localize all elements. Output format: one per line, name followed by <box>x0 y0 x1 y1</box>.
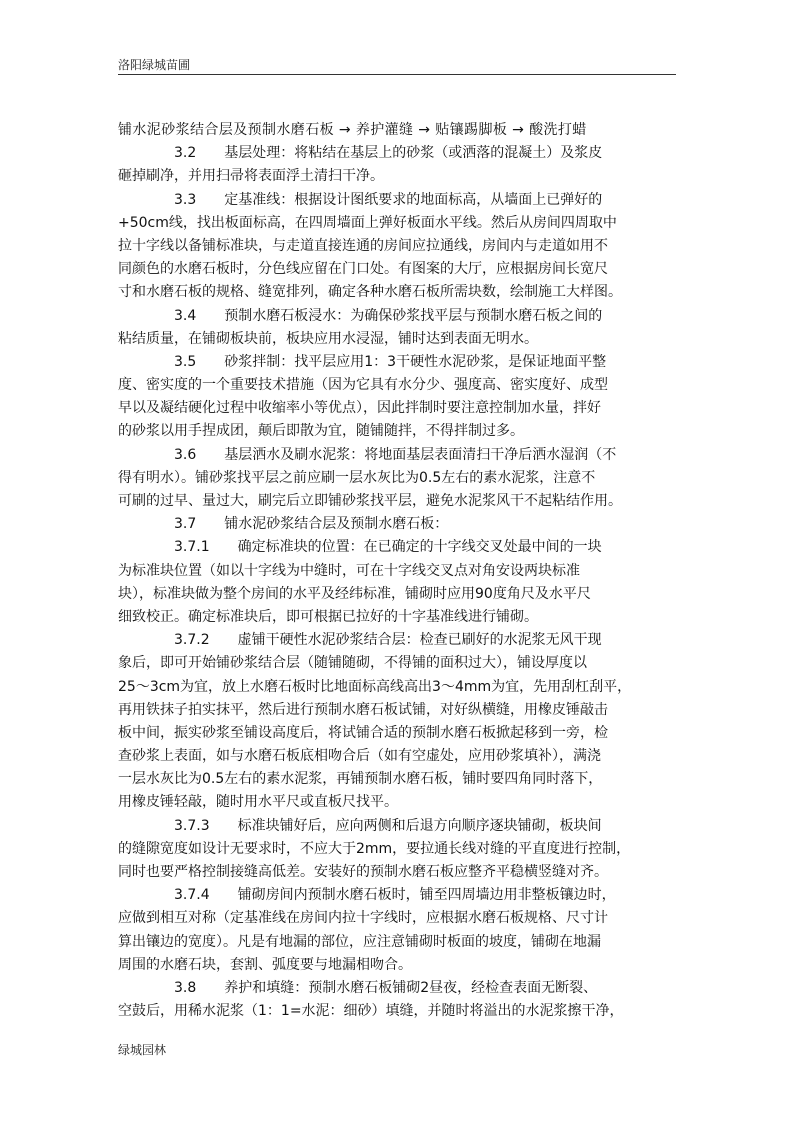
body-text-line: 算出镶边的宽度）。凡是有地漏的部位，应注意铺砌时板面的坡度，铺砌在地漏 <box>118 933 601 950</box>
body-text-line: 同时也要严格控制接缝高低差。安装好的预制水磨石板应整齐平稳横竖缝对齐。 <box>118 864 608 880</box>
body-text-line: 粘结质量，在铺砌板块前，板块应用水浸湿，铺时达到表面无明水。 <box>118 330 538 347</box>
body-text-line: 象后，即可开始铺砂浆结合层（随铺随砌，不得铺的面积过大），铺设厚度以 <box>118 655 587 672</box>
body-text-line: 空鼓后，用稀水泥浆（1：1=水泥：细砂）填缝，并随时将溢出的水泥浆擦干净， <box>118 1003 624 1020</box>
body-text-line: 3.7 铺水泥砂浆结合层及预制水磨石板： <box>118 516 449 533</box>
body-text-line: 3.7.4 铺砌房间内预制水磨石板时，铺至四周墙边用非整板镶边时， <box>118 887 616 904</box>
body-text-line: 一层水灰比为0.5左右的素水泥浆，再铺预制水磨石板，铺时要四角同时落下， <box>118 771 603 788</box>
body-text-line: 3.7.2 虚铺干硬性水泥砂浆结合层：检查已刷好的水泥浆无风干现 <box>118 632 602 649</box>
body-text-line: 块），标准块做为整个房间的水平及经纬标准，铺砌时应用90度角尺及水平尺 <box>118 585 591 602</box>
body-text-line: 周围的水磨石块，套割、弧度要与地漏相吻合。 <box>118 956 412 973</box>
body-text-line: 3.3 定基准线：根据设计图纸要求的地面标高，从墙面上已弹好的 <box>118 191 603 208</box>
body-text-line: 为标准块位置（如以十字线为中缝时，可在十字线交叉点对角安设两块标准 <box>118 562 580 579</box>
body-text-line: 查砂浆上表面，如与水磨石板底相吻合后（如有空虚处，应用砂浆填补），满浇 <box>118 748 601 765</box>
body-text-line: 用橡皮锤轻敲，随时用水平尺或直板尺找平。 <box>118 794 398 811</box>
body-text-line: 3.4 预制水磨石板浸水：为确保砂浆找平层与预制水磨石板之间的 <box>118 307 603 324</box>
body-text-line: 细致校正。确定标准块后，即可根据已拉好的十字基准线进行铺砌。 <box>118 608 538 625</box>
body-text-line: 砸掉刷净，并用扫帚将表面浮土清扫干净。 <box>118 168 384 185</box>
body-text-line: 3.7.1 确定标准块的位置：在已确定的十字线交叉处最中间的一块 <box>118 539 602 556</box>
body-text-line: 度、密实度的一个重要技术措施（因为它具有水分少、强度高、密实度好、成型 <box>118 377 608 394</box>
body-text-line: 的缝隙宽度如设计无要求时，不应大于2mm，要拉通长线对缝的平直度进行控制， <box>118 840 631 857</box>
body-text-line: 应做到相互对称（定基准线在房间内拉十字线时，应根据水磨石板规格、尺寸计 <box>118 910 608 927</box>
body-text-line: 寸和水磨石板的规格、缝宽排列，确定各种水磨石板所需块数，绘制施工大样图。 <box>118 284 622 301</box>
body-text-line: 再用铁抹子拍实抹平，然后进行预制水磨石板试铺，对好纵横缝，用橡皮锤敲击 <box>118 701 608 718</box>
body-text-line: 早以及凝结硬化过程中收缩率小等优点），因此拌制时要注意控制加水量，拌好 <box>118 400 601 417</box>
body-text-line: 3.2 基层处理：将粘结在基层上的砂浆（或洒落的混凝土）及浆皮 <box>118 145 603 162</box>
page-header: 洛阳绿城苗圃 <box>118 58 191 72</box>
body-text-line: 3.7.3 标准块铺好后，应向两侧和后退方向顺序逐块铺砌，板块间 <box>118 817 602 834</box>
document-body <box>118 119 676 1023</box>
process-flow-line: 铺水泥砂浆结合层及预制水磨石板 → 养护灌缝 → 贴镶踢脚板 → 酸洗打蜡 <box>118 122 587 138</box>
body-text-line: 得有明水）。铺砂浆找平层之前应刷一层水灰比为0.5左右的素水泥浆，注意不 <box>118 469 596 486</box>
body-text-line: 3.5 砂浆拌制：找平层应用1：3干硬性水泥砂浆，是保证地面平整 <box>118 353 607 370</box>
body-text-line: 3.8 养护和填缝：预制水磨石板铺砌2昼夜，经检查表面无断裂、 <box>118 979 598 996</box>
body-text-line: 25～3cm为宜，放上水磨石板时比地面标高线高出3～4mm为宜，先用刮杠刮平， <box>118 678 632 695</box>
header-rule <box>118 74 676 75</box>
body-text-line: 的砂浆以用手捏成团，颠后即散为宜，随铺随拌，不得拌制过多。 <box>118 423 524 440</box>
body-text-line: +50cm线，找出板面标高，在四周墙面上弹好板面水平线。然后从房间四周取中 <box>118 214 617 231</box>
body-text-line: 可刷的过早、量过大，刷完后立即铺砂浆找平层，避免水泥浆风干不起粘结作用。 <box>118 493 622 509</box>
body-text-line: 同颜色的水磨石板时，分色线应留在门口处。有图案的大厅，应根据房间长宽尺 <box>118 261 608 278</box>
page-footer: 绿城园林 <box>118 1043 167 1057</box>
body-text-line: 3.6 基层洒水及刷水泥浆：将地面基层表面清扫干净后洒水湿润（不 <box>118 446 617 463</box>
body-text-line: 拉十字线以备铺标准块，与走道直接连通的房间应拉通线，房间内与走道如用不 <box>118 237 608 254</box>
body-text-line: 板中间，振实砂浆至铺设高度后，将试铺合适的预制水磨石板掀起移到一旁，检 <box>118 724 608 741</box>
